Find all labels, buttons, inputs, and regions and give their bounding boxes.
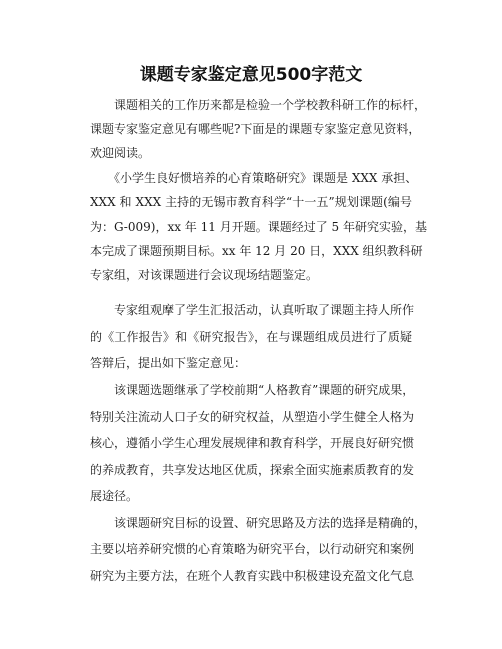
paragraph-line: 核心，遵循小学生心理发展规律和教育科学，开展良好研究惯 [90,436,415,450]
paragraph-line: 该课题研究目标的设置、研究思路及方法的选择是精确的， [90,516,427,530]
paragraph-line: 课题相关的工作历来都是检验一个学校教科研工作的标杆， [90,98,427,112]
paragraph-line: 该课题选题继承了学校前期“人格教育”课题的研究成果， [90,383,415,397]
paragraph-line: 为：G-009)，xx 年 11 月开题。课题经过了 5 年研究实验，基 [90,220,427,234]
paragraph-line: 研究为主要方法，在班个人教育实践中积极建设充盈文化气息 [90,569,415,583]
paragraph-line: 特别关注流动人口子女的研究权益，从塑造小学生健全人格为 [90,410,415,424]
paragraph-line: 课题专家鉴定意见有哪些呢?下面是的课题专家鉴定意见资料， [90,122,421,136]
paragraph-line: 展途径。 [90,489,139,503]
document-title: 课题专家鉴定意见500字范文 [139,65,363,85]
paragraph-line: 的《工作报告》和《研究报告》，在与课题组成员进行了质疑 [90,330,412,344]
paragraph-line: 欢迎阅读。 [90,146,151,160]
paragraph-line: 主要以培养研究惯的心育策略为研究平台，以行动研究和案例 [90,542,415,556]
paragraph-line: 本完成了课题预期目标。xx 年 12 月 20 日，XXX 组织教科研 [90,244,423,258]
paragraph-line: 《小学生良好惯培养的心育策略研究》课题是 XXX 承担、 [90,171,418,185]
paragraph-line: XXX 和 XXX 主持的无锡市教育科学“十一五”规划课题(编号 [90,195,412,209]
paragraph-line: 答辩后，提出如下鉴定意见： [90,356,247,370]
paragraph-line: 专家组观摩了学生汇报活动，认真听取了课题主持人所作 [90,303,415,317]
paragraph-line: 的养成教育，共享发达地区优质，探索全面实施素质教育的发 [90,463,415,477]
paragraph-line: 专家组，对该课题进行会议现场结题鉴定。 [90,268,319,282]
